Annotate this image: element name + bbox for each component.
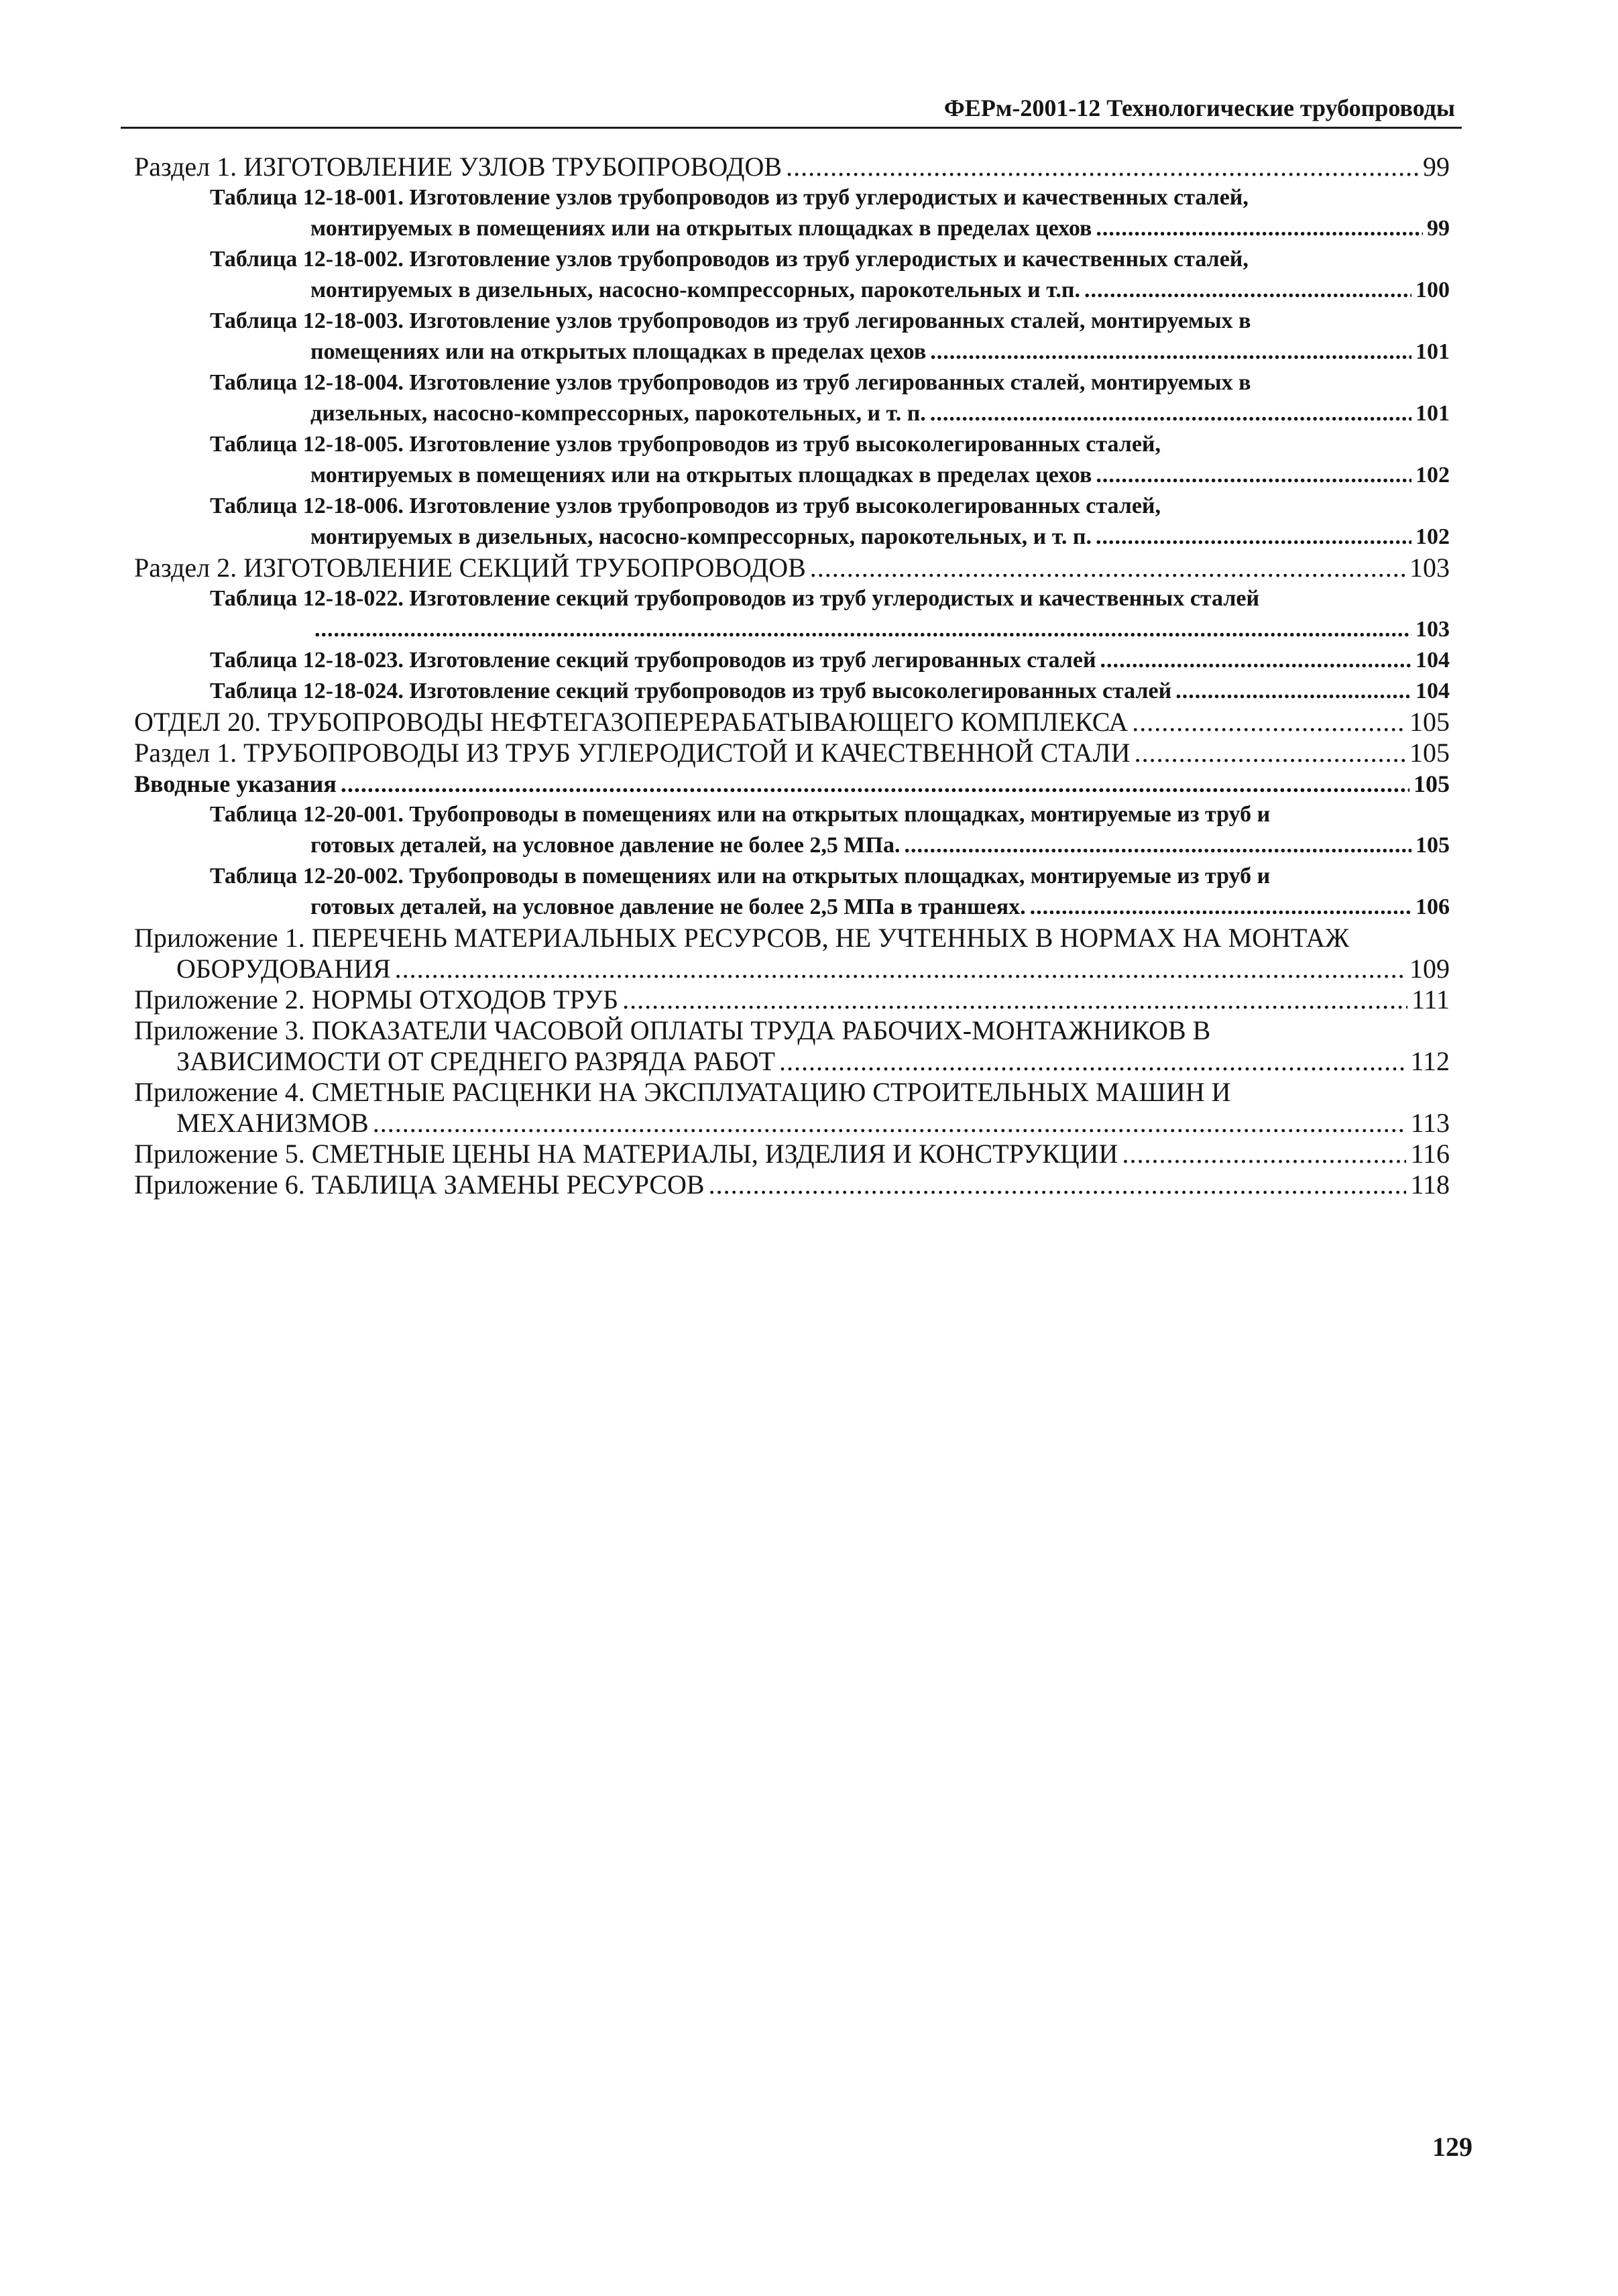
dot-leader	[622, 984, 1407, 1015]
toc-entry-text: дизельных, насосно-компрессорных, парокотельных, и т. п.	[310, 401, 926, 426]
table-of-contents	[134, 152, 1450, 1200]
toc-page-number: 100	[1415, 278, 1450, 302]
dot-leader	[930, 398, 1411, 429]
toc-page-number: 118	[1410, 1169, 1450, 1200]
toc-page-number: 104	[1415, 648, 1450, 673]
toc-entry-text: готовых деталей, на условное давление не более 2,5 МПа.	[310, 833, 901, 858]
toc-entry-line	[134, 1169, 1450, 1200]
toc-entry-text: Раздел 1. ИЗГОТОВЛЕНИЕ УЗЛОВ ТРУБОПРОВОДОВ	[134, 152, 783, 182]
toc-entry-line	[210, 337, 1450, 367]
toc-entry-text: монтируемых в помещениях или на открытых площадках в пределах цехов	[310, 463, 1092, 487]
toc-page-number: 103	[1415, 617, 1450, 642]
toc-entry-line	[210, 676, 1450, 707]
toc-entry-line	[134, 1139, 1450, 1169]
toc-entry-table[interactable]	[210, 861, 1450, 923]
toc-entry-line	[134, 1108, 1450, 1139]
toc-entry-section[interactable]	[134, 1015, 1450, 1077]
toc-entry-text: Раздел 1. ТРУБОПРОВОДЫ ИЗ ТРУБ УГЛЕРОДИСТОЙ И КАЧЕСТВЕННОЙ СТАЛИ	[134, 738, 1131, 768]
toc-page-number: 99	[1427, 216, 1450, 241]
toc-entry-line	[210, 892, 1450, 923]
toc-entry-text: Таблица 12-18-023. Изготовление секций трубопроводов из труб легированных сталей	[210, 648, 1096, 673]
toc-page-number: 105	[1409, 738, 1450, 768]
toc-entry-section[interactable]	[134, 1169, 1450, 1200]
toc-entry-section[interactable]	[134, 707, 1450, 738]
toc-entry-text: МЕХАНИЗМОВ	[176, 1108, 369, 1138]
toc-entry-line	[210, 799, 1450, 830]
toc-entry-section[interactable]	[134, 553, 1450, 583]
toc-entry-table[interactable]	[210, 182, 1450, 244]
toc-entry-text: Таблица 12-18-004. Изготовление узлов трубопроводов из труб легированных сталей, монтируемых в	[210, 370, 1251, 395]
toc-entry-line	[210, 830, 1450, 861]
dot-leader	[373, 1108, 1407, 1139]
dot-leader	[395, 954, 1405, 984]
toc-entry-section[interactable]	[134, 984, 1450, 1015]
dot-leader	[904, 830, 1411, 861]
dot-leader	[1096, 522, 1411, 553]
toc-entry-text: Таблица 12-18-003. Изготовление узлов трубопроводов из труб легированных сталей, монтируемых в	[210, 308, 1251, 333]
toc-entry-text: Приложение 1. ПЕРЕЧЕНЬ МАТЕРИАЛЬНЫХ РЕСУРСОВ, НЕ УЧТЕННЫХ В НОРМАХ НА МОНТАЖ	[134, 923, 1350, 953]
dot-leader	[1175, 676, 1411, 707]
toc-entry-table[interactable]	[210, 367, 1450, 429]
toc-entry-line	[134, 152, 1450, 182]
toc-entry-text: Приложение 2. НОРМЫ ОТХОДОВ ТРУБ	[134, 984, 619, 1015]
toc-entry-table[interactable]	[210, 491, 1450, 553]
dot-leader	[786, 152, 1419, 182]
dot-leader	[1096, 460, 1411, 491]
toc-entry-table[interactable]	[210, 645, 1450, 676]
toc-entry-line	[134, 1015, 1450, 1046]
toc-entry-line	[210, 460, 1450, 491]
toc-entry-section[interactable]	[134, 1077, 1450, 1139]
toc-entry-table[interactable]	[210, 244, 1450, 306]
toc-entry-section[interactable]	[134, 768, 1450, 799]
toc-entry-table[interactable]	[210, 799, 1450, 861]
toc-entry-line	[134, 707, 1450, 738]
toc-entry-line	[210, 429, 1450, 460]
toc-entry-line	[210, 398, 1450, 429]
toc-page-number: 106	[1415, 895, 1450, 919]
toc-entry-line	[134, 553, 1450, 583]
toc-page-number: 105	[1409, 707, 1450, 737]
toc-entry-line	[210, 306, 1450, 337]
toc-entry-line	[210, 182, 1450, 213]
toc-entry-line	[210, 367, 1450, 398]
toc-entry-table[interactable]	[210, 583, 1450, 645]
toc-entry-text: Таблица 12-18-022. Изготовление секций трубопроводов из труб углеродистых и качественных сталей	[210, 586, 1260, 611]
toc-entry-line	[134, 1046, 1450, 1077]
toc-entry-text: помещениях или на открытых площадках в пределах цехов	[310, 339, 927, 364]
toc-entry-text: монтируемых в помещениях или на открытых площадках в пределах цехов	[310, 216, 1092, 241]
toc-entry-section[interactable]	[134, 738, 1450, 768]
dot-leader	[1100, 645, 1411, 676]
dot-leader	[1084, 275, 1411, 306]
toc-entry-text: Раздел 2. ИЗГОТОВЛЕНИЕ СЕКЦИЙ ТРУБОПРОВОДОВ	[134, 553, 806, 583]
header-title: ФЕРм-2001-12 Технологические трубопроводы	[943, 95, 1455, 121]
toc-page-number: 109	[1409, 954, 1450, 984]
toc-entry-section[interactable]	[134, 152, 1450, 182]
toc-entry-text: монтируемых в дизельных, насосно-компрессорных, парокотельных и т.п.	[310, 278, 1080, 302]
dot-leader	[930, 337, 1411, 367]
toc-entry-text: Таблица 12-18-005. Изготовление узлов трубопроводов из труб высоколегированных сталей,	[210, 432, 1161, 457]
toc-entry-line	[210, 275, 1450, 306]
toc-entry-text: ОТДЕЛ 20. ТРУБОПРОВОДЫ НЕФТЕГАЗОПЕРЕРАБАТЫВАЮЩЕГО КОМПЛЕКСА	[134, 707, 1129, 737]
toc-entry-text: Приложение 6. ТАБЛИЦА ЗАМЕНЫ РЕСУРСОВ	[134, 1169, 705, 1200]
toc-page-number: 105	[1413, 770, 1450, 797]
toc-entry-line	[134, 984, 1450, 1015]
toc-page-number: 99	[1423, 152, 1450, 182]
dot-leader	[1096, 213, 1423, 244]
toc-entry-text: Таблица 12-18-001. Изготовление узлов трубопроводов из труб углеродистых и качественных сталей,	[210, 185, 1249, 210]
header-rule	[121, 127, 1462, 129]
dot-leader	[1030, 892, 1411, 923]
dot-leader	[1135, 738, 1405, 768]
toc-entry-line	[210, 213, 1450, 244]
toc-entry-line	[210, 861, 1450, 892]
toc-entry-section[interactable]	[134, 1139, 1450, 1169]
page-number: 129	[1432, 2132, 1472, 2162]
toc-page-number: 113	[1410, 1108, 1450, 1138]
toc-entry-text: монтируемых в дизельных, насосно-компрессорных, парокотельных, и т. п.	[310, 524, 1092, 549]
toc-entry-text: ОБОРУДОВАНИЯ	[176, 954, 391, 984]
toc-page-number: 103	[1409, 553, 1450, 583]
dot-leader	[1122, 1139, 1406, 1169]
dot-leader	[1132, 707, 1405, 738]
dot-leader	[314, 614, 1411, 645]
toc-entry-text: Приложение 5. СМЕТНЫЕ ЦЕНЫ НА МАТЕРИАЛЫ, ИЗДЕЛИЯ И КОНСТРУКЦИИ	[134, 1139, 1118, 1169]
toc-entry-line	[134, 923, 1450, 954]
toc-entry-text: Приложение 3. ПОКАЗАТЕЛИ ЧАСОВОЙ ОПЛАТЫ ТРУДА РАБОЧИХ-МОНТАЖНИКОВ В	[134, 1015, 1211, 1045]
dot-leader	[810, 553, 1405, 583]
toc-page-number: 102	[1415, 463, 1450, 487]
toc-entry-line	[134, 768, 1450, 799]
toc-entry-text: Таблица 12-18-002. Изготовление узлов трубопроводов из труб углеродистых и качественных сталей,	[210, 247, 1249, 272]
toc-entry-line	[134, 1077, 1450, 1108]
toc-page-number: 101	[1415, 339, 1450, 364]
toc-entry-text: Таблица 12-18-024. Изготовление секций трубопроводов из труб высоколегированных сталей	[210, 679, 1172, 703]
toc-entry-text: Таблица 12-18-006. Изготовление узлов трубопроводов из труб высоколегированных сталей,	[210, 494, 1161, 518]
toc-entry-line	[210, 583, 1450, 614]
running-header	[121, 91, 1462, 129]
toc-page-number: 104	[1415, 679, 1450, 703]
toc-page-number: 112	[1410, 1046, 1450, 1076]
toc-entry-line	[210, 491, 1450, 522]
toc-entry-text: Таблица 12-20-001. Трубопроводы в помещениях или на открытых площадках, монтируемые из труб и	[210, 802, 1271, 827]
toc-page-number: 111	[1411, 984, 1450, 1015]
toc-page-number: 116	[1410, 1139, 1450, 1169]
dot-leader	[779, 1046, 1407, 1077]
toc-entry-table[interactable]	[210, 306, 1450, 367]
toc-entry-text: готовых деталей, на условное давление не более 2,5 МПа в траншеях.	[310, 895, 1026, 919]
toc-entry-text: Таблица 12-20-002. Трубопроводы в помещениях или на открытых площадках, монтируемые из труб и	[210, 864, 1271, 888]
toc-entry-line	[210, 645, 1450, 676]
toc-entry-line	[210, 614, 1450, 645]
toc-page-number: 105	[1415, 833, 1450, 858]
toc-entry-line	[210, 244, 1450, 275]
toc-entry-table[interactable]	[210, 429, 1450, 491]
toc-entry-text: Приложение 4. СМЕТНЫЕ РАСЦЕНКИ НА ЭКСПЛУАТАЦИЮ СТРОИТЕЛЬНЫХ МАШИН И	[134, 1077, 1231, 1107]
toc-page-number: 102	[1415, 524, 1450, 549]
toc-page-number: 101	[1415, 401, 1450, 426]
toc-entry-table[interactable]	[210, 676, 1450, 707]
toc-entry-section[interactable]	[134, 923, 1450, 984]
toc-entry-line	[210, 522, 1450, 553]
toc-entry-text: ЗАВИСИМОСТИ ОТ СРЕДНЕГО РАЗРЯДА РАБОТ	[176, 1046, 775, 1076]
toc-entry-line	[134, 738, 1450, 768]
toc-entry-line	[134, 954, 1450, 984]
dot-leader	[341, 768, 1409, 799]
toc-entry-text: Вводные указания	[134, 770, 337, 797]
dot-leader	[709, 1169, 1407, 1200]
